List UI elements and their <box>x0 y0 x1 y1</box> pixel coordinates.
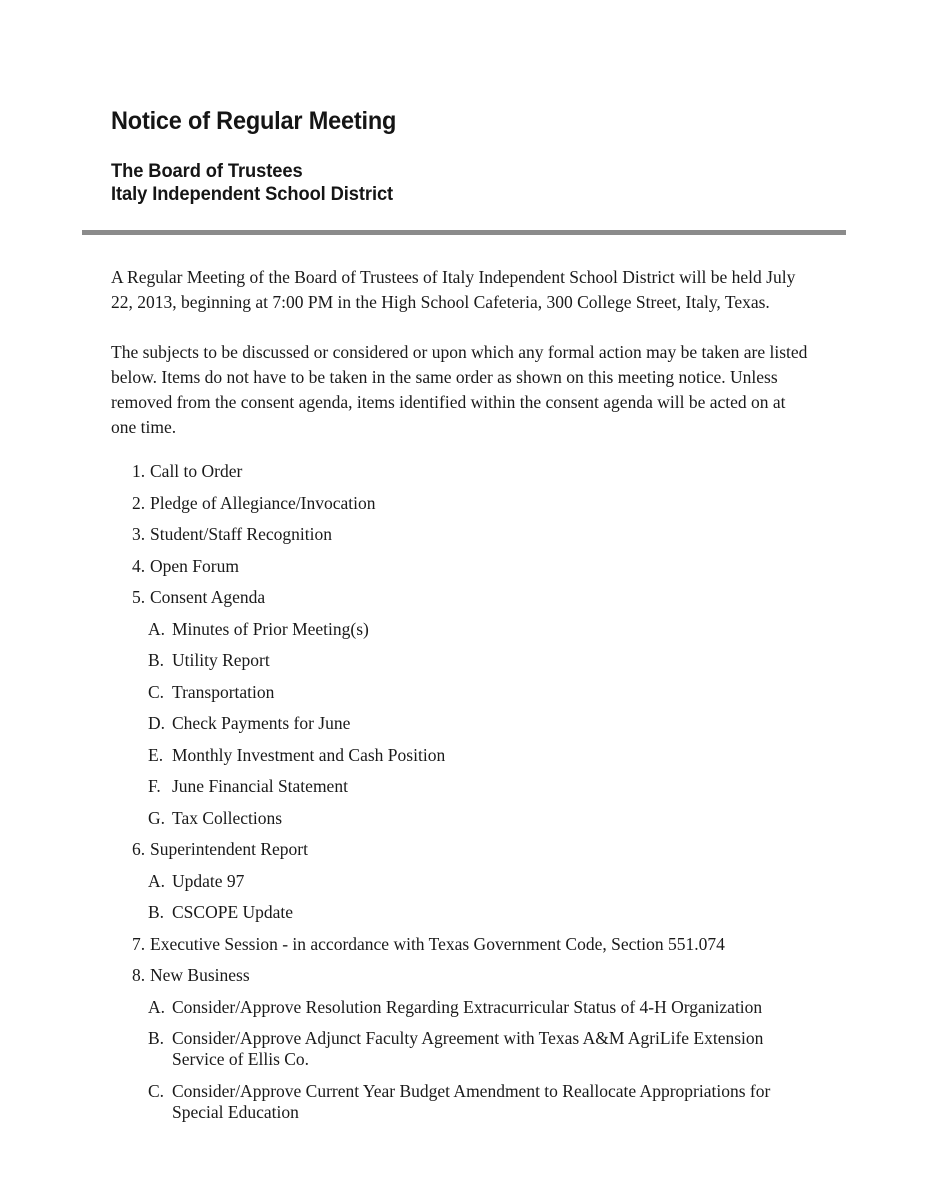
agenda-item-label: New Business <box>150 965 250 985</box>
agenda-subitem <box>111 776 811 797</box>
agenda-item-label: Open Forum <box>150 555 239 576</box>
agenda-item <box>111 524 811 545</box>
agenda-item-marker: 2. <box>132 492 146 513</box>
agenda-item-marker: C. <box>148 1080 165 1101</box>
agenda-item <box>111 461 811 482</box>
agenda-subitem <box>111 997 811 1018</box>
agenda-item-marker: 3. <box>132 524 146 544</box>
agenda-item-label: Utility Report <box>172 650 270 670</box>
agenda-item <box>111 934 811 955</box>
agenda-item-marker: G. <box>148 807 166 828</box>
agenda-item-label: Monthly Investment and Cash Position <box>172 744 446 765</box>
document-body <box>111 265 811 440</box>
agenda-item-marker: B. <box>148 902 165 922</box>
agenda-item-label: Call to Order <box>150 461 243 481</box>
agenda-subitem <box>111 1081 811 1123</box>
agenda-subitem <box>111 650 811 671</box>
agenda-item-marker: 8. <box>132 965 146 985</box>
agenda-item-marker: E. <box>148 744 164 765</box>
agenda-subitem <box>111 619 811 640</box>
agenda-item-marker: B. <box>148 650 165 670</box>
document-header <box>111 106 851 206</box>
agenda-item-marker: A. <box>148 996 166 1017</box>
agenda-item-marker: 7. <box>132 933 146 954</box>
agenda-subitem <box>111 808 811 829</box>
agenda-item-marker: A. <box>148 618 166 639</box>
agenda-subitem <box>111 1028 811 1070</box>
agenda-item-marker: B. <box>148 1028 165 1048</box>
agenda-item-label: Consider/Approve Adjunct Faculty Agreement with Texas A&M AgriLife Extension Service of Ellis Co. <box>172 1028 764 1069</box>
agenda-item <box>111 556 811 577</box>
agenda-subitem <box>111 713 811 734</box>
agenda-item-marker: 5. <box>132 587 146 607</box>
agenda-item-label: Pledge of Allegiance/Invocation <box>150 492 376 513</box>
agenda-item-label: Consider/Approve Resolution Regarding Extracurricular Status of 4-H Organization <box>172 996 763 1017</box>
agenda-item-label: Consent Agenda <box>150 587 266 607</box>
subjects-notice-paragraph: The subjects to be discussed or considered or upon which any formal action may be taken are listed below. Items do not have to be taken in the same order as shown on this meeting notice. Unless removed from the consent agenda, items identified within the consent agenda will be acted on at one time. <box>111 342 808 437</box>
agenda-item-label: Check Payments for June <box>172 713 351 733</box>
agenda-item-label: Minutes of Prior Meeting(s) <box>172 618 369 639</box>
agenda-item-label: Superintendent Report <box>150 839 308 859</box>
agenda-item <box>111 493 811 514</box>
meeting-details-paragraph: A Regular Meeting of the Board of Trustees of Italy Independent School District will be held July 22, 2013, beginning at 7:00 PM in the High School Cafeteria, 300 College Street, Italy, Texas. <box>111 267 796 312</box>
page-title: Notice of Regular Meeting <box>111 107 397 135</box>
agenda-item <box>111 965 811 986</box>
subtitle-line-board: The Board of Trustees <box>111 160 303 182</box>
agenda-item-label: Transportation <box>172 681 275 702</box>
agenda-item-label: Student/Staff Recognition <box>150 524 332 544</box>
agenda-subitem <box>111 682 811 703</box>
agenda-item-marker: 6. <box>132 839 146 859</box>
agenda-subitem <box>111 902 811 923</box>
agenda-subitem <box>111 871 811 892</box>
agenda-item-label: June Financial Statement <box>172 776 348 796</box>
document-subtitle <box>111 160 807 206</box>
agenda-item-label: Tax Collections <box>172 807 283 828</box>
agenda-item-marker: 1. <box>132 461 146 481</box>
agenda-item-label: Update 97 <box>172 870 245 891</box>
agenda-item <box>111 839 811 860</box>
agenda-list <box>111 461 811 1133</box>
agenda-subitem <box>111 745 811 766</box>
agenda-item-marker: C. <box>148 681 165 702</box>
header-divider-rule <box>82 230 846 235</box>
agenda-item-marker: 4. <box>132 555 146 576</box>
agenda-item <box>111 587 811 608</box>
agenda-item-label: Consider/Approve Current Year Budget Amendment to Reallocate Appropriations for Special Education <box>172 1080 771 1122</box>
agenda-item-marker: A. <box>148 870 166 891</box>
agenda-item-marker: F. <box>148 776 161 796</box>
agenda-item-marker: D. <box>148 713 166 733</box>
agenda-item-label: Executive Session - in accordance with Texas Government Code, Section 551.074 <box>150 933 725 954</box>
agenda-item-label: CSCOPE Update <box>172 902 294 922</box>
subtitle-line-district: Italy Independent School District <box>111 183 394 205</box>
